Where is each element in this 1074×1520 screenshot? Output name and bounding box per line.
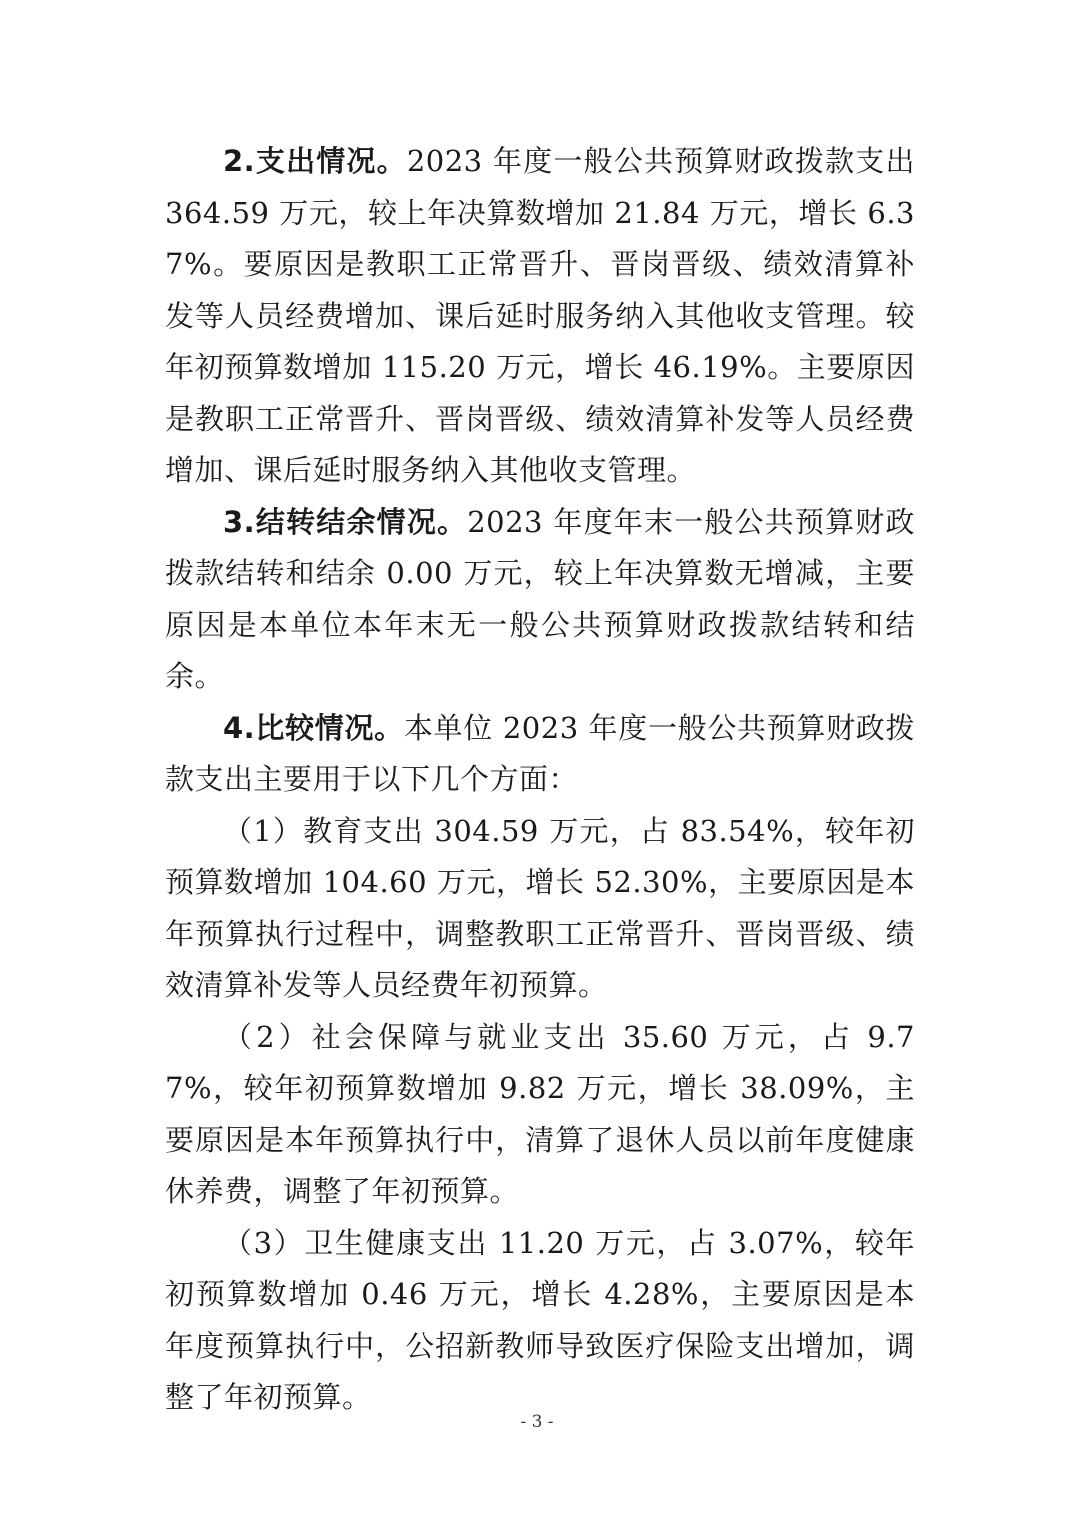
paragraph-carryover <box>165 497 915 703</box>
paragraph-text: 2023 年度一般公共预算财政拨款支出 364.59 万元，较上年决算数增加 21.84 万元，增长 6.37%。要原因是教职工正常晋升、晋岗晋级、绩效清算补发等人员经费增加、课后延时服务纳入其他收支管理。较年初预算数增加 115.20 万元，增长 46.19%。主要原因是教职工正常晋升、晋岗晋级、绩效清算补发等人员经费增加、课后延时服务纳入其他收支管理。 <box>165 144 915 487</box>
page-number: - 3 - <box>520 1412 554 1432</box>
heading-comparison: 4.比较情况。 <box>223 710 404 745</box>
paragraph-text: 本单位 2023 年度一般公共预算财政拨款支出主要用于以下几个方面： <box>165 710 915 796</box>
paragraph-education <box>165 806 915 1012</box>
heading-expenditure: 2.支出情况。 <box>223 144 407 178</box>
paragraph-comparison <box>165 703 915 806</box>
paragraph-text: （3）卫生健康支出 11.20 万元，占 3.07%，较年初预算数增加 0.46 万元，增长 4.28%，主要原因是本年度预算执行中，公招新教师导致医疗保险支出增加，调整了年初预算。 <box>165 1225 915 1414</box>
paragraph-text: 2023 年度年末一般公共预算财政拨款结转和结余 0.00 万元，较上年决算数无增减，主要原因是本单位本年末无一般公共预算财政拨款结转和结余。 <box>165 504 915 693</box>
paragraph-health <box>165 1218 915 1424</box>
paragraph-text: （2）社会保障与就业支出 35.60 万元，占 9.77%，较年初预算数增加 9.82 万元，增长 38.09%，主要原因是本年预算执行中，清算了退休人员以前年度健康休养费，调整了年初预算。 <box>165 1019 915 1208</box>
paragraph-text: （1）教育支出 304.59 万元，占 83.54%，较年初预算数增加 104.60 万元，增长 52.30%，主要原因是本年预算执行过程中，调整教职工正常晋升、晋岗晋级、绩效清算补发等人员经费年初预算。 <box>165 813 915 1002</box>
document-body <box>165 136 915 1424</box>
paragraph-social-security <box>165 1012 915 1218</box>
heading-carryover: 3.结转结余情况。 <box>223 504 468 539</box>
paragraph-expenditure <box>165 136 915 497</box>
